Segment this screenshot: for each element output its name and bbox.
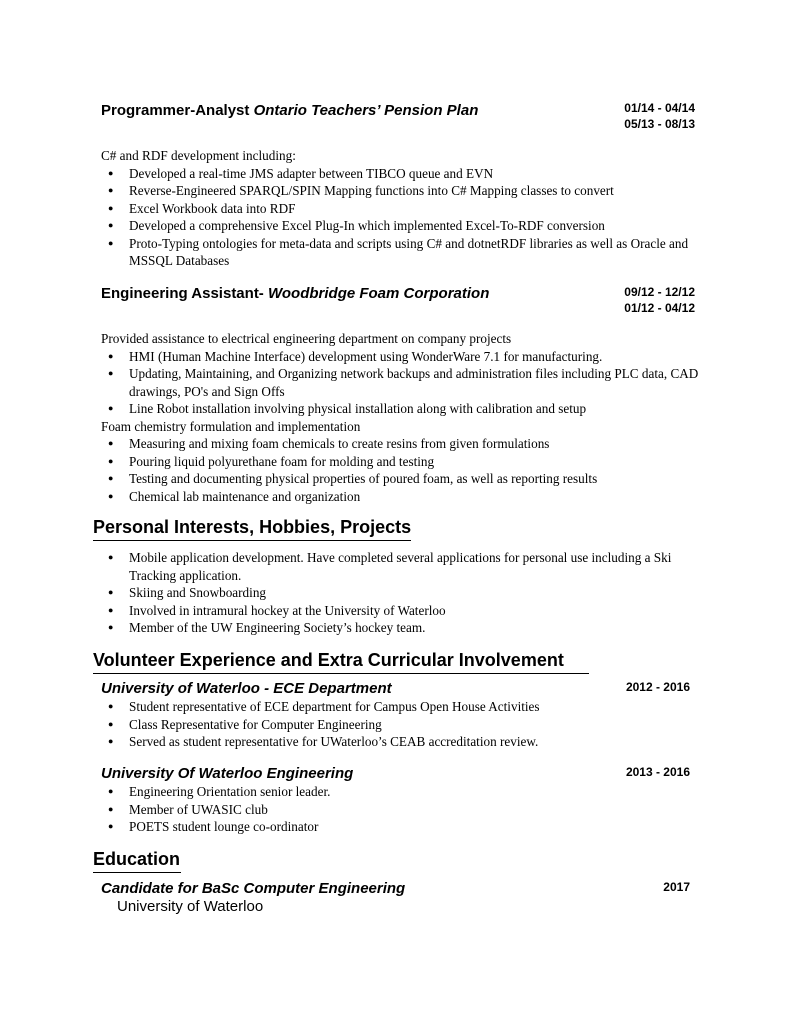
list-item: ● Measuring and mixing foam chemicals to create resins from given formulations bbox=[101, 435, 701, 453]
list-item: ● Chemical lab maintenance and organization bbox=[101, 488, 701, 506]
job-title: Engineering Assistant- bbox=[101, 285, 264, 302]
date-range: 05/13 - 08/13 bbox=[624, 117, 695, 131]
job-dates bbox=[624, 100, 695, 132]
job-description bbox=[101, 147, 701, 270]
job-description bbox=[101, 330, 701, 505]
list-item: ● Served as student representative for UWaterloo’s CEAB accreditation review. bbox=[101, 733, 701, 751]
job-bullets-secondary bbox=[101, 435, 701, 505]
section-divider bbox=[93, 872, 181, 873]
list-item: ● Reverse-Engineered SPARQL/SPIN Mapping functions into C# Mapping classes to convert bbox=[101, 182, 701, 200]
section-title-interests: Personal Interests, Hobbies, Projects bbox=[93, 517, 412, 537]
volunteer-org: University Of Waterloo Engineering bbox=[101, 765, 354, 782]
list-item: ● Excel Workbook data into RDF bbox=[101, 200, 701, 218]
job-intro: Provided assistance to electrical engineering department on company projects bbox=[101, 331, 512, 346]
list-item: ● Pouring liquid polyurethane foam for molding and testing bbox=[101, 453, 701, 471]
list-item: ● Member of the UW Engineering Society’s hockey team. bbox=[101, 619, 701, 637]
job-heading bbox=[101, 285, 489, 302]
job-org: Woodbridge Foam Corporation bbox=[267, 285, 490, 302]
list-item: ● Member of UWASIC club bbox=[101, 801, 701, 819]
volunteer-bullets bbox=[101, 698, 701, 751]
job-bullets bbox=[101, 165, 701, 270]
degree: Candidate for BaSc Computer Engineering bbox=[101, 880, 406, 897]
section-title-volunteer: Volunteer Experience and Extra Curricular Involvement bbox=[93, 650, 564, 670]
date-range: 09/12 - 12/12 bbox=[624, 285, 695, 299]
job-intro-secondary: Foam chemistry formulation and implementation bbox=[101, 418, 361, 434]
list-item: ● Developed a comprehensive Excel Plug-In which implemented Excel-To-RDF conversion bbox=[101, 217, 701, 235]
job-dates bbox=[624, 284, 695, 316]
education-year: 2017 bbox=[663, 880, 690, 894]
list-item: ● Engineering Orientation senior leader. bbox=[101, 783, 701, 801]
interests-list bbox=[101, 549, 701, 637]
volunteer-org: University of Waterloo - ECE Department bbox=[101, 680, 392, 697]
list-item: ● Developed a real-time JMS adapter between TIBCO queue and EVN bbox=[101, 165, 701, 183]
list-item: ● Line Robot installation involving physical installation along with calibration and setup bbox=[101, 400, 701, 418]
date-range: 01/12 - 04/12 bbox=[624, 301, 695, 315]
list-item: ● Proto-Typing ontologies for meta-data and scripts using C# and dotnetRDF libraries as well as Oracle and MSSQL Databases bbox=[101, 235, 701, 270]
job-org: Ontario Teachers’ Pension Plan bbox=[253, 102, 479, 119]
list-item: ● Testing and documenting physical properties of poured foam, as well as reporting results bbox=[101, 470, 701, 488]
volunteer-years: 2012 - 2016 bbox=[625, 680, 690, 694]
section-title-education: Education bbox=[93, 849, 181, 869]
list-item: ● Updating, Maintaining, and Organizing network backups and administration files including PLC data, CAD drawings, PO's and Sign Offs bbox=[101, 365, 701, 400]
section-divider bbox=[93, 540, 411, 541]
list-item: ● HMI (Human Machine Interface) development using WonderWare 7.1 for manufacturing. bbox=[101, 348, 701, 366]
list-item: ● Class Representative for Computer Engineering bbox=[101, 716, 701, 734]
list-item: ● POETS student lounge co-ordinator bbox=[101, 818, 701, 836]
job-heading bbox=[101, 102, 478, 119]
job-bullets bbox=[101, 348, 701, 418]
volunteer-years: 2013 - 2016 bbox=[625, 765, 690, 779]
list-item: ● Skiing and Snowboarding bbox=[101, 584, 701, 602]
list-item: ● Student representative of ECE department for Campus Open House Activities bbox=[101, 698, 701, 716]
school-name: University of Waterloo bbox=[117, 898, 264, 915]
volunteer-details bbox=[101, 698, 701, 751]
section-divider bbox=[93, 673, 589, 674]
list-item: ● Mobile application development. Have completed several applications for personal use including a Ski Tracking application. bbox=[101, 549, 701, 584]
interests-bullets bbox=[101, 549, 701, 637]
volunteer-details bbox=[101, 783, 701, 836]
date-range: 01/14 - 04/14 bbox=[624, 101, 695, 115]
job-intro: C# and RDF development including: bbox=[101, 148, 296, 163]
volunteer-bullets bbox=[101, 783, 701, 836]
job-title: Programmer-Analyst bbox=[101, 102, 250, 119]
list-item: ● Involved in intramural hockey at the University of Waterloo bbox=[101, 602, 701, 620]
